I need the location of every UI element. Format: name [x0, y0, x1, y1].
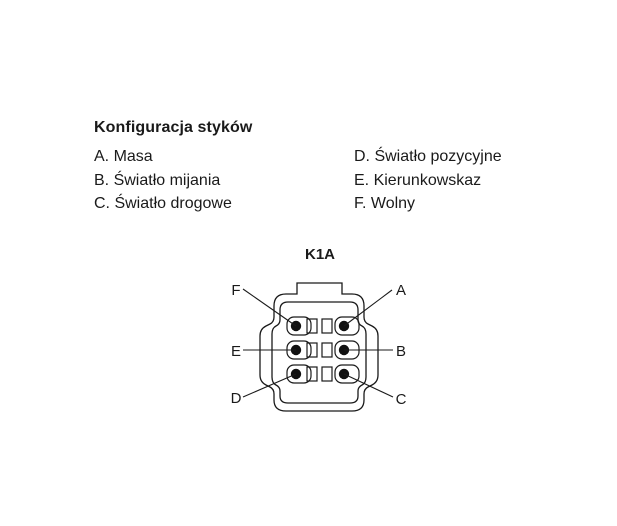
page-title: Konfiguracja styków	[94, 119, 253, 136]
pin-description-e: E. Kierunkowskaz	[354, 171, 482, 189]
leader-line-d	[243, 374, 296, 397]
pin-label-d: D	[230, 390, 242, 407]
pin-label-c: C	[395, 391, 407, 408]
leader-line-a	[344, 290, 392, 326]
pin-description-f: F. Wolny	[354, 195, 416, 212]
pin-label-f: F	[231, 282, 241, 299]
pin-description-c: C. Światło drogowe	[94, 195, 232, 212]
pin-description-d: D. Światło pozycyjne	[354, 148, 502, 165]
pin-description-a: A. Masa	[94, 148, 153, 165]
pin-labels	[231, 282, 407, 408]
leader-lines	[243, 289, 393, 397]
pin-label-b: B	[395, 343, 407, 360]
connector-name: K1A	[304, 246, 336, 263]
pin-label-a: A	[395, 282, 407, 299]
pin-dots	[291, 321, 349, 379]
pin-description-b: B. Światło mijania	[94, 171, 221, 189]
connector-housing	[260, 283, 378, 411]
leader-line-c	[344, 374, 393, 397]
pin-label-e: E	[230, 343, 242, 360]
